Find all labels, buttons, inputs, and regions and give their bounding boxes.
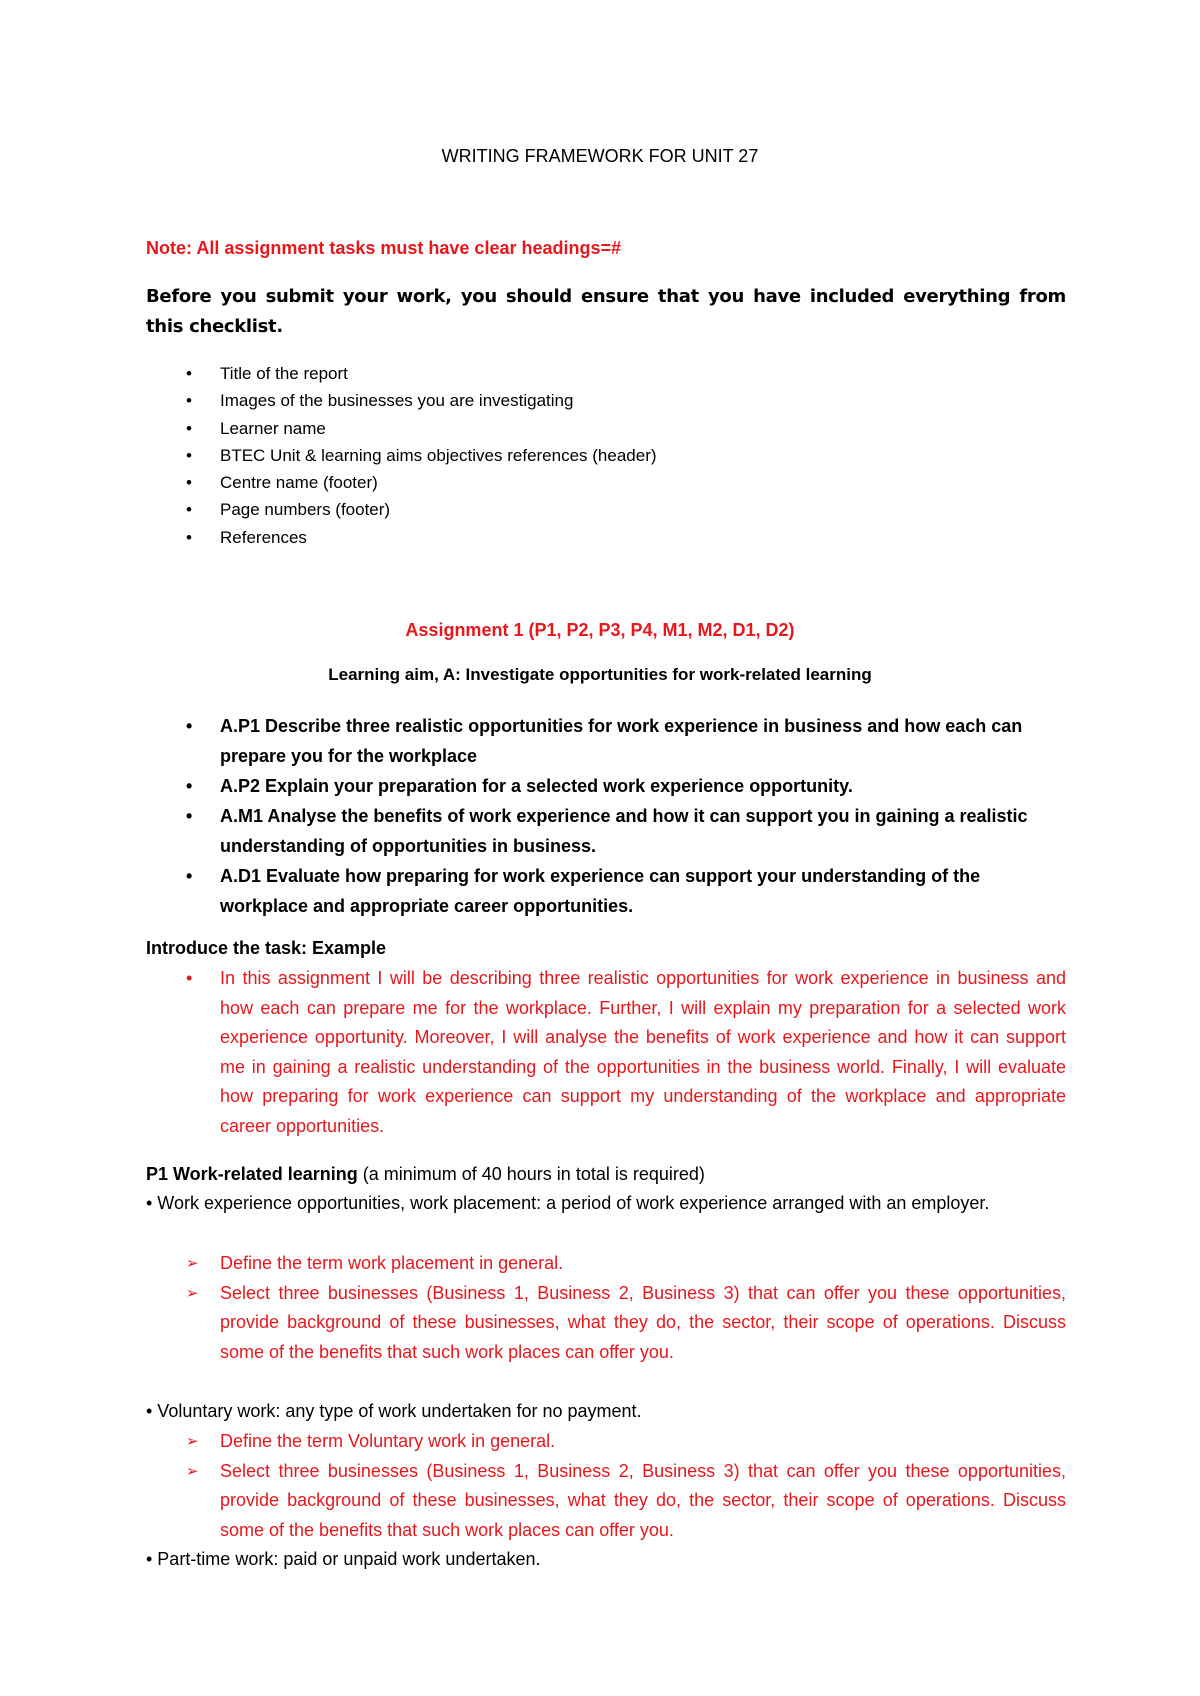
example-list: [186, 964, 1066, 1142]
bullet-icon: •: [186, 500, 192, 520]
bullet-icon: •: [186, 968, 193, 988]
bullet-icon: •: [186, 364, 192, 383]
list-item: • References: [186, 524, 1006, 551]
arrowhead-bullet-icon: ➢: [186, 1433, 199, 1450]
bullet-icon: •: [186, 776, 193, 796]
bullet-icon: •: [186, 418, 192, 438]
checklist: [186, 360, 1006, 551]
list-item: • A.D1 Evaluate how preparing for work experience can support your understanding of the workplace and appropriate career opportunities.: [186, 861, 1066, 921]
bullet-icon: •: [186, 716, 193, 736]
part-time-work-line: • Part-time work: paid or unpaid work undertaken.: [146, 1549, 541, 1569]
work-experience-line: • Work experience opportunities, work placement: a period of work experience arranged with an employer.: [146, 1193, 990, 1213]
learning-aim: Learning aim, A: Investigate opportunities for work-related learning: [328, 665, 872, 684]
arrowhead-bullet-icon: ➢: [186, 1255, 199, 1272]
list-item: • Page numbers (footer): [186, 496, 1006, 523]
list-item: ➢ Define the term Voluntary work in general.: [186, 1427, 1066, 1457]
list-item: • A.P1 Describe three realistic opportunities for work experience in business and how each can prepare you for the workplace: [186, 711, 1066, 771]
bullet-icon: •: [186, 473, 192, 493]
bullet-icon: •: [186, 391, 192, 411]
document-title: WRITING FRAMEWORK FOR UNIT 27: [441, 146, 759, 166]
voluntary-work-line: • Voluntary work: any type of work undertaken for no payment.: [146, 1401, 642, 1421]
list-item: • A.M1 Analyse the benefits of work experience and how it can support you in gaining a realistic understanding of opportunities in business.: [186, 801, 1066, 861]
voluntary-work-list: [186, 1427, 1066, 1545]
checklist-intro: Before you submit your work, you should ensure that you have included everything from this checklist.: [146, 286, 1066, 337]
list-item: ➢ Define the term work placement in general.: [186, 1249, 1066, 1279]
list-item: • Title of the report: [186, 360, 1006, 387]
bullet-icon: •: [186, 806, 193, 826]
bullet-icon: •: [186, 866, 193, 886]
list-item: • Centre name (footer): [186, 469, 1006, 496]
list-item: • A.P2 Explain your preparation for a selected work experience opportunity.: [186, 771, 1066, 801]
bullet-icon: •: [186, 527, 192, 547]
list-item: • In this assignment I will be describing three realistic opportunities for work experience in business and how each can prepare me for the workplace. Further, I will explain my preparation for a selected work experience opportunity. Moreover, I will analyse the benefits of work experience and how it can support me in gaining a realistic understanding of the opportunities in the business world. Finally, I will evaluate how preparing for work experience can support my understanding of the workplace and appropriate career opportunities.: [186, 964, 1066, 1142]
arrowhead-bullet-icon: ➢: [186, 1462, 199, 1480]
assignment-heading: Assignment 1 (P1, P2, P3, P4, M1, M2, D1, D2): [405, 620, 795, 640]
work-placement-list: [186, 1249, 1066, 1367]
arrowhead-bullet-icon: ➢: [186, 1284, 199, 1302]
criteria-list: [186, 711, 1066, 921]
note-text: Note: All assignment tasks must have clear headings=#: [146, 238, 622, 258]
p1-heading: P1 Work-related learning (a minimum of 40 hours in total is required): [146, 1164, 705, 1184]
list-item: • Images of the businesses you are investigating: [186, 387, 1006, 414]
list-item: ➢ Select three businesses (Business 1, Business 2, Business 3) that can offer you these opportunities, provide background of these businesses, what they do, the sector, their scope of operations. Discuss some of the benefits that such work places can offer you.: [186, 1279, 1066, 1368]
introduce-heading: Introduce the task: Example: [146, 938, 387, 958]
list-item: • Learner name: [186, 415, 1006, 442]
list-item: • BTEC Unit & learning aims objectives references (header): [186, 442, 1006, 469]
list-item: ➢ Select three businesses (Business 1, Business 2, Business 3) that can offer you these opportunities, provide background of these businesses, what they do, the sector, their scope of operations. Discuss some of the benefits that such work places can offer you.: [186, 1457, 1066, 1546]
bullet-icon: •: [186, 445, 192, 465]
